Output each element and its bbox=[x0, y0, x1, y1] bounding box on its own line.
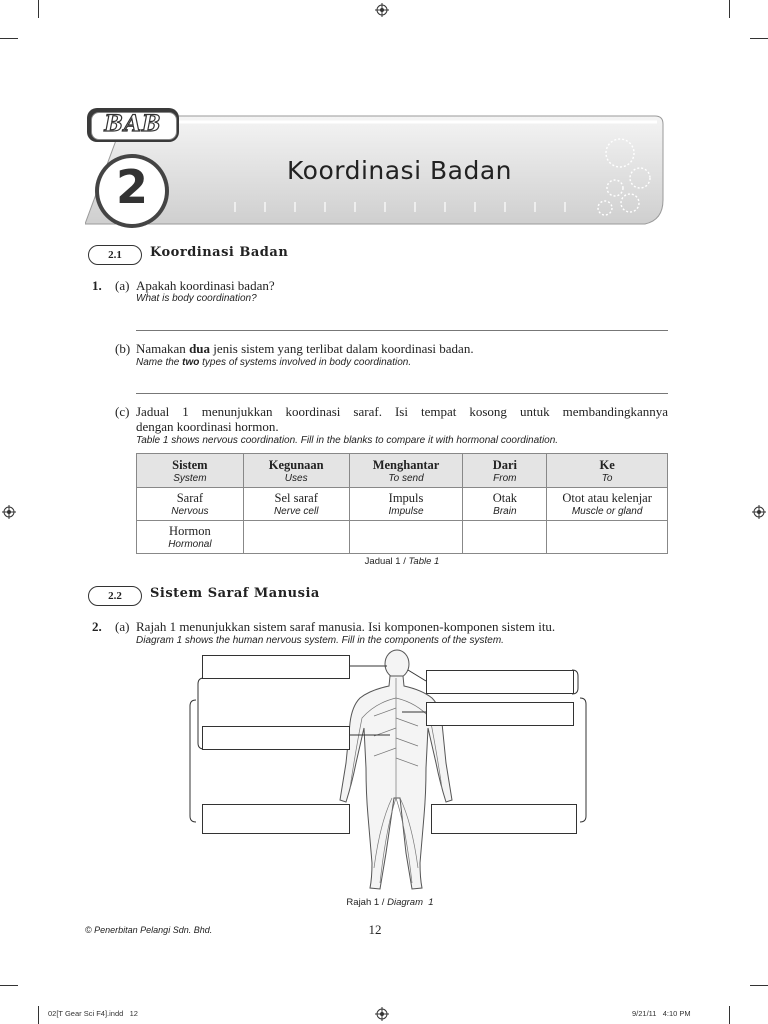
question-translation: What is body coordination? bbox=[136, 293, 257, 304]
answer-line[interactable] bbox=[136, 330, 668, 331]
table-header-cell: Kegunaan Uses bbox=[243, 454, 349, 488]
question-part-label: (a) bbox=[115, 278, 130, 293]
table-cell: Saraf Nervous bbox=[137, 488, 244, 521]
table-header-cell: Ke To bbox=[547, 454, 668, 488]
table-cell: Impuls Impulse bbox=[349, 488, 463, 521]
question-translation: Diagram 1 shows the human nervous system. Fill in the components of the system. bbox=[136, 635, 504, 646]
diagram-answer-box[interactable] bbox=[426, 702, 574, 726]
crop-mark bbox=[729, 0, 730, 18]
registration-mark-icon bbox=[375, 3, 389, 17]
question-translation: Table 1 shows nervous coordination. Fill in the blanks to compare it with hormonal coordination. bbox=[136, 435, 559, 446]
section-number-badge: 2.2 bbox=[88, 586, 142, 606]
table-row bbox=[137, 521, 668, 554]
registration-mark-icon bbox=[375, 1007, 389, 1021]
question-text: Apakah koordinasi badan? bbox=[136, 278, 275, 293]
chapter-number-badge bbox=[95, 154, 169, 228]
table-cell: Sel saraf Nerve cell bbox=[243, 488, 349, 521]
diagram-answer-box[interactable] bbox=[202, 804, 350, 834]
blank-answer-cell[interactable] bbox=[463, 521, 547, 554]
diagram-answer-box[interactable] bbox=[431, 804, 577, 834]
copyright-notice: © Penerbitan Pelangi Sdn. Bhd. bbox=[85, 925, 213, 935]
blank-answer-cell[interactable] bbox=[349, 521, 463, 554]
crop-mark bbox=[38, 1006, 39, 1024]
chapter-badge-label: BAB bbox=[104, 111, 162, 137]
crop-mark bbox=[38, 0, 39, 18]
chapter-badge bbox=[87, 108, 179, 142]
table-cell: Otak Brain bbox=[463, 488, 547, 521]
comparison-table bbox=[136, 453, 668, 554]
diagram-answer-box[interactable] bbox=[202, 655, 350, 679]
diagram-answer-box[interactable] bbox=[202, 726, 350, 750]
chapter-banner bbox=[85, 108, 670, 233]
table-header-row bbox=[137, 454, 668, 488]
diagram-caption: Rajah 1 / Diagram 1 bbox=[346, 897, 434, 908]
question-text: Namakan dua jenis sistem yang terlibat dalam koordinasi badan. bbox=[136, 341, 474, 356]
blank-answer-cell[interactable] bbox=[243, 521, 349, 554]
question-text: dengan koordinasi hormon. bbox=[136, 419, 279, 434]
question-number: 2. bbox=[92, 619, 102, 634]
crop-mark bbox=[729, 1006, 730, 1024]
table-row bbox=[137, 488, 668, 521]
answer-line[interactable] bbox=[136, 393, 668, 394]
page-number: 12 bbox=[368, 922, 382, 937]
table-cell: Hormon Hormonal bbox=[137, 521, 244, 554]
slug-timestamp: 9/21/11 4:10 PM bbox=[632, 1009, 691, 1018]
chapter-title: Koordinasi Badan bbox=[287, 156, 512, 185]
crop-mark bbox=[0, 985, 18, 986]
chapter-number: 2 bbox=[115, 160, 148, 214]
section-title: Koordinasi Badan bbox=[150, 245, 289, 260]
blank-answer-cell[interactable] bbox=[547, 521, 668, 554]
slug-filename: 02[T Gear Sci F4].indd 12 bbox=[48, 1009, 138, 1018]
registration-mark-icon bbox=[2, 505, 16, 519]
question-number: 1. bbox=[92, 278, 102, 293]
question-translation: Name the two types of systems involved in body coordination. bbox=[136, 357, 412, 368]
table-header-cell: Dari From bbox=[463, 454, 547, 488]
table-header-cell: Sistem System bbox=[137, 454, 244, 488]
crop-mark bbox=[750, 38, 768, 39]
crop-mark bbox=[750, 985, 768, 986]
question-text: Rajah 1 menunjukkan sistem saraf manusia. Isi komponen-komponen sistem itu. bbox=[136, 619, 556, 634]
section-title: Sistem Saraf Manusia bbox=[150, 586, 320, 601]
crop-mark bbox=[0, 38, 18, 39]
diagram-answer-box[interactable] bbox=[426, 670, 574, 694]
table-caption: Jadual 1 / Table 1 bbox=[364, 556, 440, 567]
registration-mark-icon bbox=[752, 505, 766, 519]
table-header-cell: Menghantar To send bbox=[349, 454, 463, 488]
question-text: Jadual 1 menunjukkan koordinasi saraf. Isi tempat kosong untuk membandingkannya bbox=[136, 404, 668, 419]
table-cell: Otot atau kelenjar Muscle or gland bbox=[547, 488, 668, 521]
section-number-badge: 2.1 bbox=[88, 245, 142, 265]
question-part-label: (b) bbox=[115, 341, 131, 356]
question-part-label: (c) bbox=[115, 404, 130, 419]
question-part-label: (a) bbox=[115, 619, 130, 634]
